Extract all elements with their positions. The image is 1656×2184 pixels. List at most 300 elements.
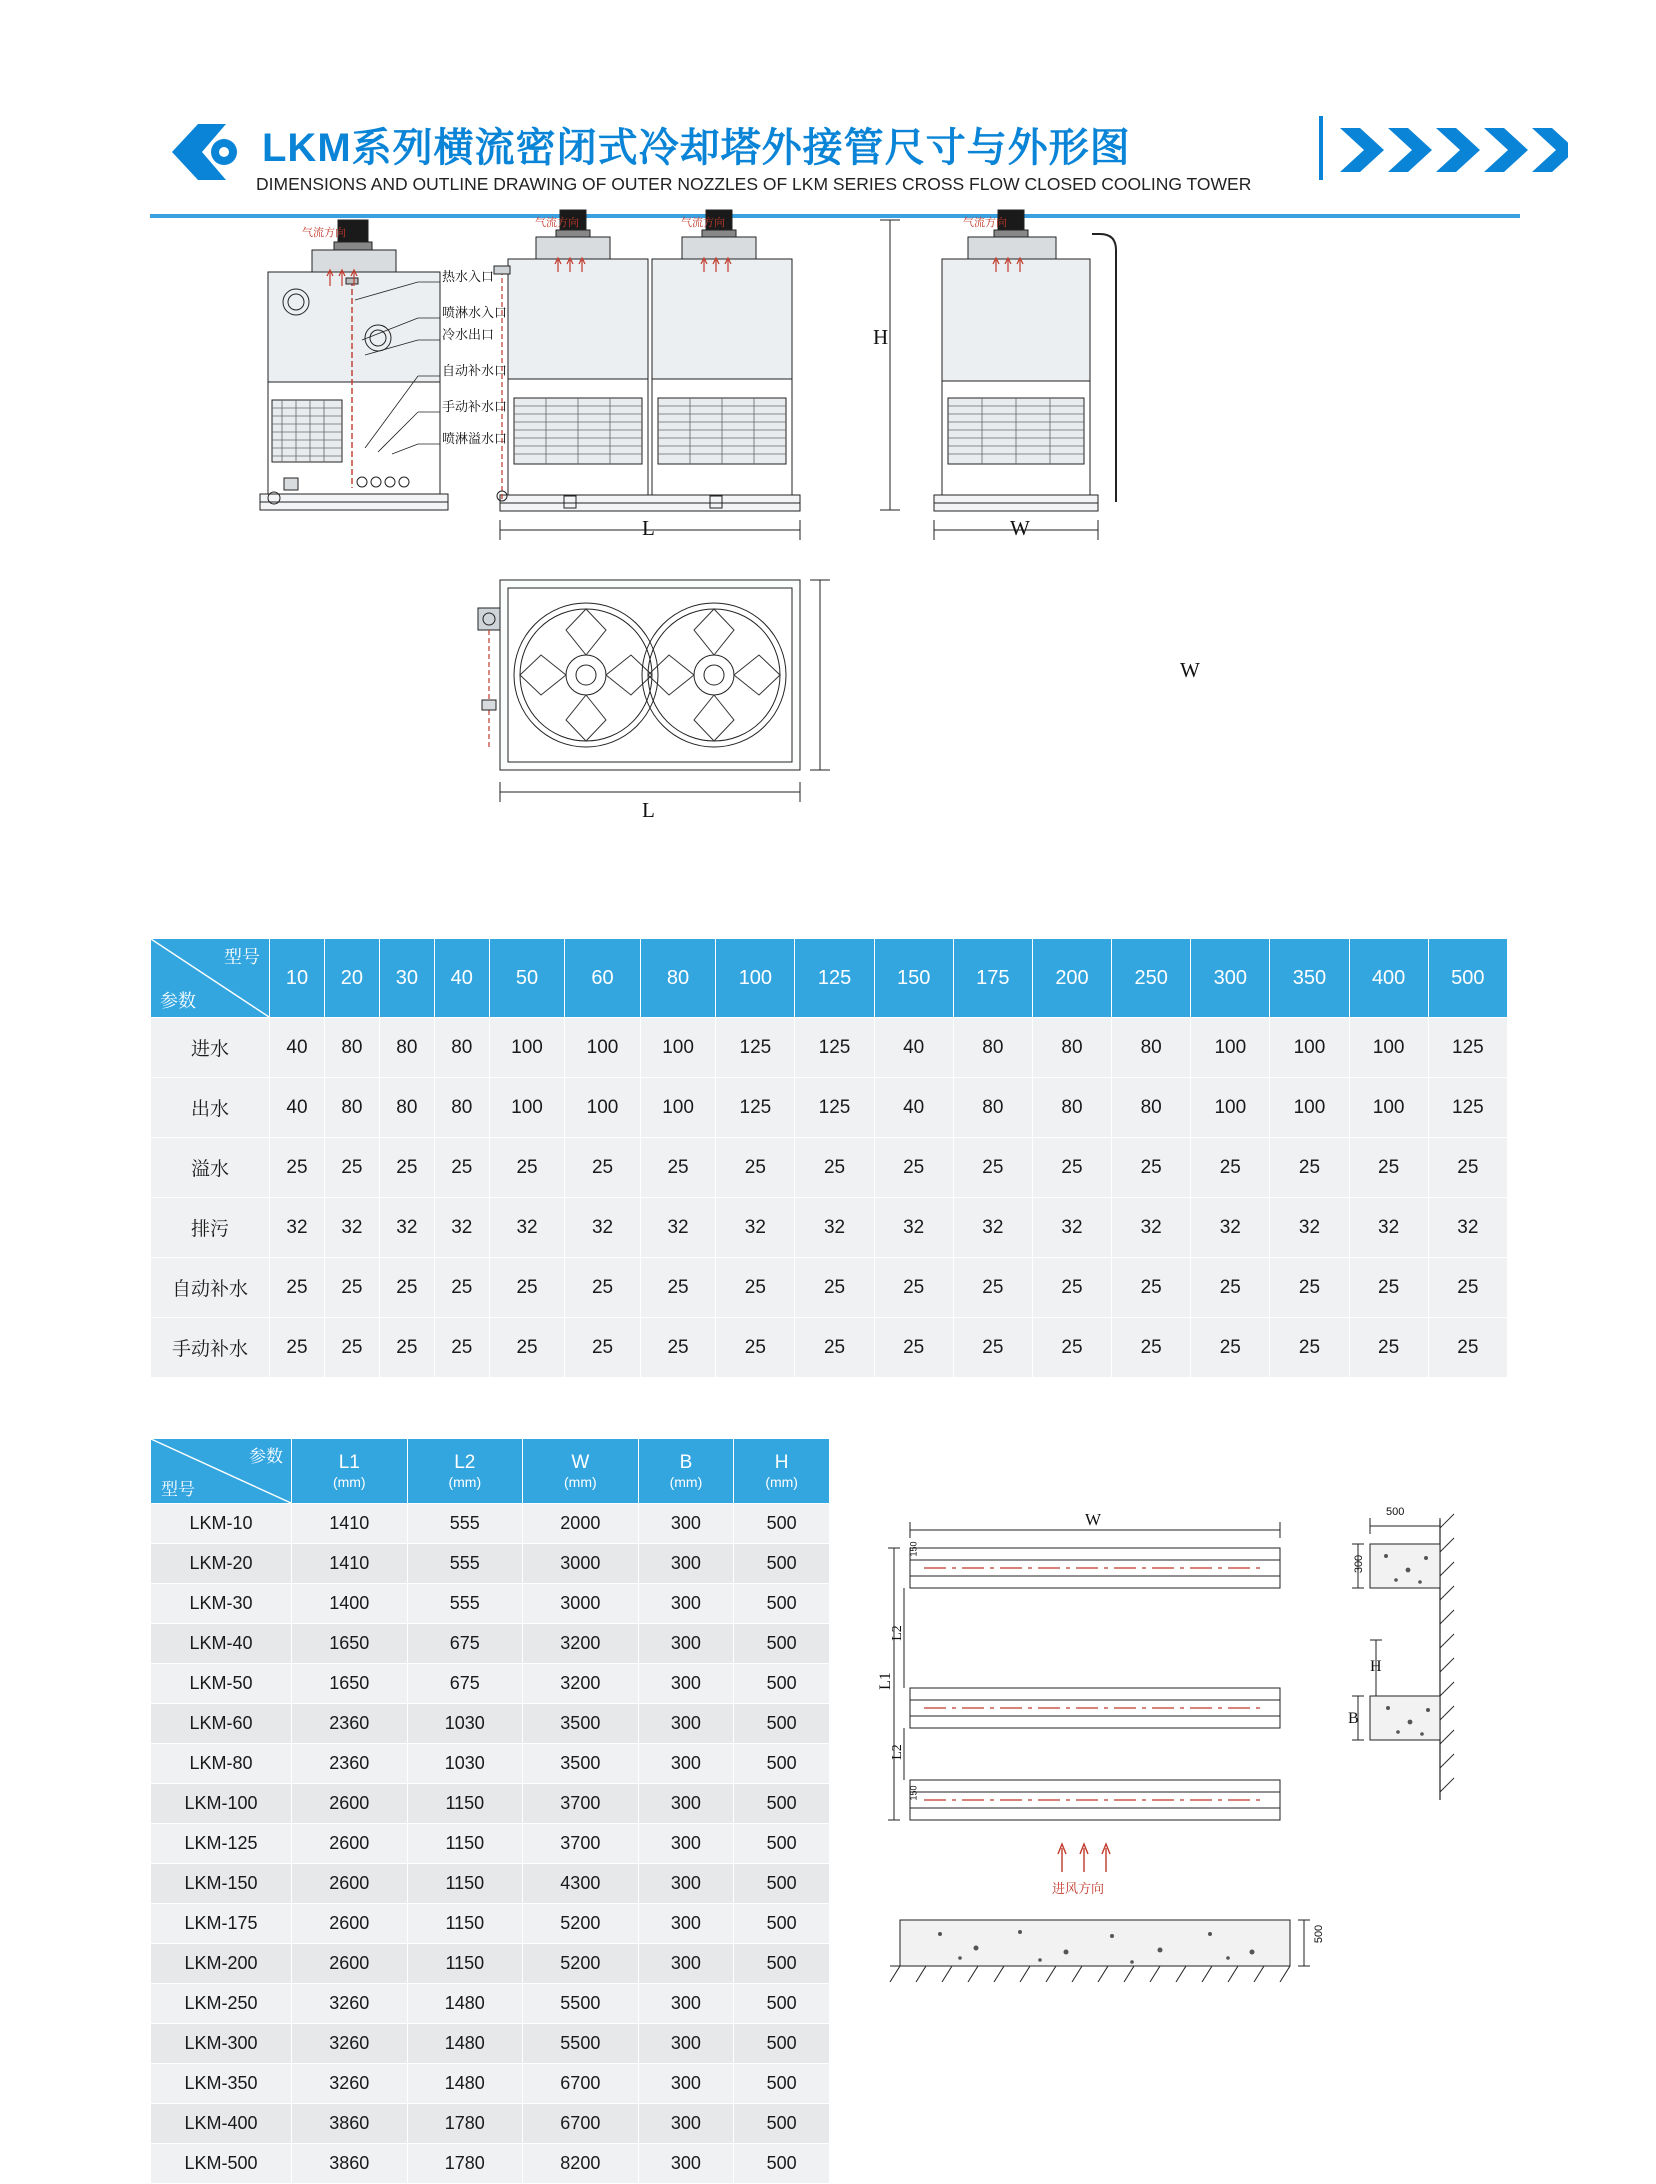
cell: 300 [638, 2024, 734, 2064]
cell: 300 [638, 1824, 734, 1864]
cell: 25 [379, 1318, 434, 1378]
table1-col-11: 200 [1032, 939, 1111, 1018]
cell: 1480 [407, 2064, 523, 2104]
table2-col-H-main: H [774, 1452, 789, 1473]
cell: 80 [1032, 1078, 1111, 1138]
table-row [151, 1864, 830, 1904]
model-dimension-table-wrapper [150, 1438, 830, 2184]
cell: 300 [638, 1544, 734, 1584]
cell: 100 [640, 1018, 716, 1078]
cell: 80 [379, 1078, 434, 1138]
cell: 2600 [292, 1904, 408, 1944]
callout-cold-water-outlet: 冷水出口 [442, 327, 495, 342]
cell: 300 [638, 1784, 734, 1824]
cell: 500 [734, 1824, 830, 1864]
table1-col-7: 100 [716, 939, 795, 1018]
cell: 25 [489, 1318, 565, 1378]
dim-W-view3: W [1010, 516, 1030, 540]
dim-H-view3: H [873, 325, 889, 349]
table-row [151, 1784, 830, 1824]
cell: 125 [716, 1018, 795, 1078]
cell: 32 [1428, 1198, 1507, 1258]
header-divider [1319, 116, 1323, 180]
cell: 1030 [407, 1744, 523, 1784]
cell: 300 [638, 1944, 734, 1984]
model-name: LKM-30 [151, 1584, 292, 1624]
table2-col-B-unit: (mm) [669, 1474, 703, 1490]
cell: 25 [1112, 1318, 1191, 1378]
cell: 100 [1191, 1018, 1270, 1078]
nozzle-size-table [150, 938, 1508, 1378]
table-row [151, 1318, 1508, 1378]
cell: 25 [795, 1318, 874, 1378]
cell: 500 [734, 1584, 830, 1624]
table-row [151, 1904, 830, 1944]
cell: 300 [638, 1504, 734, 1544]
cell: 25 [1112, 1258, 1191, 1318]
cell: 25 [874, 1138, 953, 1198]
table-row [151, 1544, 830, 1584]
table2-col-B-main: B [679, 1452, 693, 1473]
air-flow-label-view2a: 气流方向 [535, 217, 579, 229]
cell: 300 [638, 1584, 734, 1624]
outline-drawing-svg [150, 190, 1520, 880]
table1-corner-param: 参数 [160, 991, 196, 1011]
table1-col-5: 60 [565, 939, 641, 1018]
cell: 500 [734, 2144, 830, 2184]
cell: 3260 [292, 1984, 408, 2024]
cell: 32 [1112, 1198, 1191, 1258]
cell: 32 [640, 1198, 716, 1258]
cell: 25 [270, 1138, 325, 1198]
cell: 32 [1032, 1198, 1111, 1258]
table-header-row [151, 939, 1508, 1018]
table1-col-16: 500 [1428, 939, 1507, 1018]
cell: 32 [1191, 1198, 1270, 1258]
cell: 32 [270, 1198, 325, 1258]
cell: 100 [1349, 1018, 1428, 1078]
cell: 25 [270, 1258, 325, 1318]
cell: 4300 [523, 1864, 639, 1904]
install-dim-H: H [1370, 1658, 1382, 1675]
table-row [151, 2024, 830, 2064]
cell: 3000 [523, 1584, 639, 1624]
cell: 80 [379, 1018, 434, 1078]
install-dim-L1: L1 [876, 1672, 894, 1690]
cell: 1650 [292, 1624, 408, 1664]
table1-row-label-1: 出水 [151, 1078, 270, 1138]
page-subtitle: DIMENSIONS AND OUTLINE DRAWING OF OUTER NOZZLES OF LKM SERIES CROSS FLOW CLOSED COOLING TOWER [256, 174, 1252, 194]
cell: 2600 [292, 1824, 408, 1864]
table-row [151, 1138, 1508, 1198]
cell: 1780 [407, 2144, 523, 2184]
cell: 100 [640, 1078, 716, 1138]
cell: 1480 [407, 1984, 523, 2024]
cell: 1150 [407, 1944, 523, 1984]
cell: 2600 [292, 1784, 408, 1824]
cell: 3860 [292, 2104, 408, 2144]
callout-spray-overflow: 喷淋溢水口 [442, 431, 508, 446]
cell: 25 [1349, 1318, 1428, 1378]
cell: 25 [1032, 1258, 1111, 1318]
table2-col-L1-unit: (mm) [332, 1474, 366, 1490]
callout-manual-makeup-water: 手动补水口 [442, 399, 508, 414]
cell: 125 [1428, 1018, 1507, 1078]
cell: 3260 [292, 2064, 408, 2104]
cell: 25 [434, 1318, 489, 1378]
model-name: LKM-80 [151, 1744, 292, 1784]
cell: 25 [1191, 1138, 1270, 1198]
model-name: LKM-200 [151, 1944, 292, 1984]
cell: 555 [407, 1584, 523, 1624]
cell: 100 [1191, 1078, 1270, 1138]
cell: 25 [489, 1138, 565, 1198]
cell: 300 [638, 1904, 734, 1944]
table-row [151, 1704, 830, 1744]
cell: 500 [734, 1944, 830, 1984]
install-dim-150-top: 150 [908, 1541, 919, 1557]
cell: 300 [638, 1624, 734, 1664]
cell: 500 [734, 2064, 830, 2104]
cell: 1480 [407, 2024, 523, 2064]
model-name: LKM-10 [151, 1504, 292, 1544]
model-name: LKM-40 [151, 1624, 292, 1664]
table1-corner-model: 型号 [224, 947, 260, 967]
cell: 3700 [523, 1824, 639, 1864]
cell: 1150 [407, 1824, 523, 1864]
cell: 3200 [523, 1624, 639, 1664]
cell: 300 [638, 1704, 734, 1744]
cell: 40 [874, 1078, 953, 1138]
table2-corner-cell [151, 1439, 292, 1504]
cell: 3000 [523, 1544, 639, 1584]
table1-col-9: 150 [874, 939, 953, 1018]
cell: 500 [734, 1784, 830, 1824]
cell: 80 [1032, 1018, 1111, 1078]
cell: 2360 [292, 1744, 408, 1784]
cell: 25 [1191, 1258, 1270, 1318]
cell: 25 [565, 1138, 641, 1198]
cell: 25 [795, 1258, 874, 1318]
cell: 300 [638, 1664, 734, 1704]
cell: 25 [270, 1318, 325, 1378]
cell: 25 [1270, 1138, 1349, 1198]
table-row [151, 1018, 1508, 1078]
cell: 25 [379, 1138, 434, 1198]
cooling-tower-outline-drawings [150, 190, 1520, 880]
table-row [151, 1944, 830, 1984]
cell: 80 [1112, 1078, 1191, 1138]
table1-col-10: 175 [953, 939, 1032, 1018]
cell: 1150 [407, 1904, 523, 1944]
cell: 5500 [523, 1984, 639, 2024]
cell: 500 [734, 1864, 830, 1904]
cell: 25 [489, 1258, 565, 1318]
cell: 25 [1428, 1138, 1507, 1198]
model-name: LKM-300 [151, 2024, 292, 2064]
cell: 32 [324, 1198, 379, 1258]
model-name: LKM-50 [151, 1664, 292, 1704]
cell: 80 [953, 1078, 1032, 1138]
table2-col-W-main: W [571, 1452, 590, 1473]
table2-col-H-unit: (mm) [765, 1474, 798, 1490]
cell: 25 [716, 1318, 795, 1378]
model-name: LKM-500 [151, 2144, 292, 2184]
table1-col-14: 350 [1270, 939, 1349, 1018]
model-name: LKM-350 [151, 2064, 292, 2104]
foundation-installation-drawing [876, 1500, 1520, 2060]
model-name: LKM-150 [151, 1864, 292, 1904]
cell: 125 [716, 1078, 795, 1138]
cell: 25 [795, 1138, 874, 1198]
cell: 300 [638, 1744, 734, 1784]
chevron-right-icon [1338, 126, 1568, 174]
cell: 1150 [407, 1864, 523, 1904]
table1-col-12: 250 [1112, 939, 1191, 1018]
nozzle-size-table-wrapper [150, 938, 1508, 1378]
cell: 25 [874, 1318, 953, 1378]
cell: 3860 [292, 2144, 408, 2184]
cell: 32 [1349, 1198, 1428, 1258]
cell: 25 [716, 1258, 795, 1318]
table-row [151, 2104, 830, 2144]
cell: 3200 [523, 1664, 639, 1704]
cell: 25 [324, 1258, 379, 1318]
table1-col-4: 50 [489, 939, 565, 1018]
cell: 25 [953, 1318, 1032, 1378]
cell: 500 [734, 1544, 830, 1584]
installation-drawing-svg [880, 1500, 1520, 2060]
cell: 32 [565, 1198, 641, 1258]
cell: 25 [640, 1138, 716, 1198]
table-row [151, 1078, 1508, 1138]
callout-hot-water-inlet: 热水入口 [442, 269, 495, 284]
dim-L-view2: L [642, 516, 655, 540]
model-name: LKM-175 [151, 1904, 292, 1944]
table-row [151, 1664, 830, 1704]
cell: 25 [1270, 1318, 1349, 1378]
cell: 500 [734, 1744, 830, 1784]
table-row [151, 1624, 830, 1664]
cell: 80 [434, 1078, 489, 1138]
cell: 500 [734, 1704, 830, 1744]
callout-spray-water-inlet: 喷淋水入口 [442, 305, 508, 320]
cell: 300 [638, 1984, 734, 2024]
install-dim-B: B [1348, 1710, 1359, 1727]
cell: 25 [434, 1258, 489, 1318]
cell: 32 [379, 1198, 434, 1258]
cell: 5200 [523, 1944, 639, 1984]
cell: 100 [565, 1018, 641, 1078]
cell: 40 [874, 1018, 953, 1078]
table1-row-label-3: 排污 [151, 1198, 270, 1258]
install-dim-300: 300 [1353, 1554, 1366, 1574]
cell: 100 [1270, 1018, 1349, 1078]
table2-col-L2-unit: (mm) [448, 1474, 482, 1490]
model-name: LKM-60 [151, 1704, 292, 1744]
dim-W-plan: W [1180, 658, 1200, 682]
cell: 25 [1112, 1138, 1191, 1198]
table1-col-8: 125 [795, 939, 874, 1018]
cell: 25 [640, 1258, 716, 1318]
cell: 500 [734, 1984, 830, 2024]
cell: 8200 [523, 2144, 639, 2184]
air-flow-label-view2b: 气流方向 [681, 217, 725, 229]
cell: 32 [434, 1198, 489, 1258]
install-dim-L2-upper: L2 [889, 1625, 905, 1641]
table2-col-W [523, 1439, 639, 1504]
cell: 2360 [292, 1704, 408, 1744]
cell: 25 [1349, 1138, 1428, 1198]
page-header [0, 44, 1656, 194]
table1-col-15: 400 [1349, 939, 1428, 1018]
table-row [151, 1504, 830, 1544]
install-dim-500-top: 500 [1386, 1506, 1405, 1518]
cell: 125 [795, 1018, 874, 1078]
cell: 2600 [292, 1864, 408, 1904]
cell: 25 [565, 1258, 641, 1318]
cell: 25 [1428, 1258, 1507, 1318]
cell: 32 [953, 1198, 1032, 1258]
cell: 25 [640, 1318, 716, 1378]
cell: 32 [716, 1198, 795, 1258]
cell: 300 [638, 2064, 734, 2104]
cell: 3500 [523, 1744, 639, 1784]
cell: 675 [407, 1664, 523, 1704]
cell: 100 [1270, 1078, 1349, 1138]
table1-col-13: 300 [1191, 939, 1270, 1018]
table1-row-label-5: 手动补水 [151, 1318, 270, 1378]
cell: 500 [734, 2024, 830, 2064]
cell: 80 [324, 1018, 379, 1078]
cell: 80 [324, 1078, 379, 1138]
cell: 5200 [523, 1904, 639, 1944]
table-header-row [151, 1439, 830, 1504]
cell: 32 [795, 1198, 874, 1258]
table-row [151, 1984, 830, 2024]
air-inlet-direction-label: 进风方向 [1052, 1881, 1105, 1896]
cell: 3500 [523, 1704, 639, 1744]
cell: 555 [407, 1544, 523, 1584]
air-flow-label-view3: 气流方向 [963, 217, 1007, 229]
table-row [151, 1258, 1508, 1318]
cell: 300 [638, 2144, 734, 2184]
table2-corner-param: 参数 [249, 1447, 283, 1466]
air-flow-label-view1: 气流方向 [302, 227, 346, 239]
cell: 25 [324, 1138, 379, 1198]
table2-col-L2-main: L2 [454, 1452, 476, 1473]
cell: 300 [638, 2104, 734, 2144]
page-title: LKM系列横流密闭式冷却塔外接管尺寸与外形图 [262, 126, 1131, 170]
model-name: LKM-125 [151, 1824, 292, 1864]
cell: 125 [1428, 1078, 1507, 1138]
cell: 25 [565, 1318, 641, 1378]
cell: 1150 [407, 1784, 523, 1824]
cell: 25 [434, 1138, 489, 1198]
cell: 500 [734, 2104, 830, 2144]
table-row [151, 1584, 830, 1624]
cell: 100 [1349, 1078, 1428, 1138]
cell: 80 [434, 1018, 489, 1078]
table1-row-label-4: 自动补水 [151, 1258, 270, 1318]
table2-col-L1 [292, 1439, 408, 1504]
table2-col-W-unit: (mm) [564, 1474, 597, 1490]
table1-col-0: 10 [270, 939, 325, 1018]
cell: 25 [1428, 1318, 1507, 1378]
table-row [151, 2144, 830, 2184]
cell: 25 [1191, 1318, 1270, 1378]
table2-col-L1-main: L1 [338, 1452, 360, 1473]
cell: 3700 [523, 1784, 639, 1824]
cell: 300 [638, 1864, 734, 1904]
cell: 25 [953, 1138, 1032, 1198]
table-row [151, 1824, 830, 1864]
install-dim-L2-lower: L2 [889, 1744, 905, 1760]
model-name: LKM-250 [151, 1984, 292, 2024]
table1-col-6: 80 [640, 939, 716, 1018]
cell: 25 [1349, 1258, 1428, 1318]
cell: 2000 [523, 1504, 639, 1544]
cell: 6700 [523, 2104, 639, 2144]
table2-corner-model: 型号 [161, 1480, 195, 1499]
table1-col-2: 30 [379, 939, 434, 1018]
cell: 500 [734, 1624, 830, 1664]
cell: 5500 [523, 2024, 639, 2064]
install-dim-W: W [1085, 1510, 1102, 1529]
cell: 25 [379, 1258, 434, 1318]
model-name: LKM-100 [151, 1784, 292, 1824]
cell: 1410 [292, 1544, 408, 1584]
model-dimension-table [150, 1438, 830, 2184]
install-dim-500-slab: 500 [1313, 1924, 1326, 1944]
cell: 25 [1032, 1318, 1111, 1378]
table1-row-label-0: 进水 [151, 1018, 270, 1078]
cell: 1400 [292, 1584, 408, 1624]
company-logo [168, 122, 244, 184]
table-row [151, 2064, 830, 2104]
table-row [151, 1744, 830, 1784]
cell: 40 [270, 1018, 325, 1078]
dim-L-plan: L [642, 798, 655, 822]
table1-col-1: 20 [324, 939, 379, 1018]
cell: 25 [874, 1258, 953, 1318]
cell: 80 [953, 1018, 1032, 1078]
cell: 555 [407, 1504, 523, 1544]
cell: 32 [1270, 1198, 1349, 1258]
table1-col-3: 40 [434, 939, 489, 1018]
cell: 25 [1270, 1258, 1349, 1318]
cell: 3260 [292, 2024, 408, 2064]
cell: 1650 [292, 1664, 408, 1704]
table2-col-H [734, 1439, 830, 1504]
cell: 1780 [407, 2104, 523, 2144]
cell: 675 [407, 1624, 523, 1664]
cell: 500 [734, 1504, 830, 1544]
install-dim-150-bottom: 150 [908, 1785, 919, 1801]
table1-row-label-2: 溢水 [151, 1138, 270, 1198]
cell: 500 [734, 1664, 830, 1704]
cell: 6700 [523, 2064, 639, 2104]
cell: 100 [489, 1018, 565, 1078]
cell: 32 [489, 1198, 565, 1258]
cell: 25 [324, 1318, 379, 1378]
table-row [151, 1198, 1508, 1258]
cell: 2600 [292, 1944, 408, 1984]
cell: 40 [270, 1078, 325, 1138]
cell: 500 [734, 1904, 830, 1944]
model-name: LKM-20 [151, 1544, 292, 1584]
cell: 25 [716, 1138, 795, 1198]
